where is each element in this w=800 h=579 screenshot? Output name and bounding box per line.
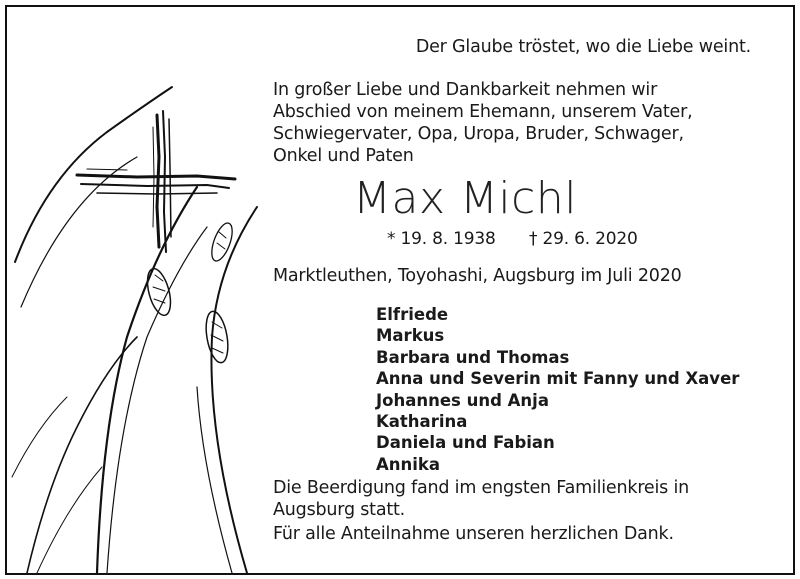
- mourner-name: Annika: [376, 454, 441, 474]
- place-date: Marktleuthen, Toyohashi, Augsburg im Juli 2020: [273, 266, 682, 286]
- funeral-note: [273, 477, 689, 521]
- cross-and-wheat-sketch-icon: [7, 7, 267, 573]
- intro-line: Schwiegervater, Opa, Uropa, Bruder, Schwager,: [273, 124, 684, 144]
- intro-line: Abschied von meinem Ehemann, unserem Vater,: [273, 102, 693, 122]
- deceased-name: Max Michl: [353, 173, 577, 224]
- mourner-name: Katharina: [376, 412, 468, 432]
- life-dates: [387, 229, 638, 249]
- motto: Der Glaube tröstet, wo die Liebe weint.: [415, 37, 751, 57]
- mourner-name: Barbara und Thomas: [376, 347, 570, 367]
- mourner-name: Anna und Severin mit Fanny und Xaver: [376, 369, 740, 389]
- funeral-line: Die Beerdigung fand im engsten Familienkreis in: [273, 478, 689, 498]
- mourner-name: Johannes und Anja: [376, 390, 549, 410]
- mourners-list: [376, 304, 739, 475]
- intro-line: In großer Liebe und Dankbarkeit nehmen wir: [273, 80, 658, 100]
- mourner-name: Markus: [376, 326, 445, 346]
- obituary-notice: [5, 5, 795, 575]
- intro-line: Onkel und Paten: [273, 146, 414, 166]
- mourner-name: Elfriede: [376, 305, 449, 324]
- death-date: † 29. 6. 2020: [529, 229, 638, 249]
- intro-text: [273, 79, 773, 167]
- mourner-name: Daniela und Fabian: [376, 433, 555, 453]
- birth-date: * 19. 8. 1938: [387, 229, 496, 249]
- funeral-line: Augsburg statt.: [273, 500, 406, 520]
- thanks-note: Für alle Anteilnahme unseren herzlichen Dank.: [273, 524, 674, 544]
